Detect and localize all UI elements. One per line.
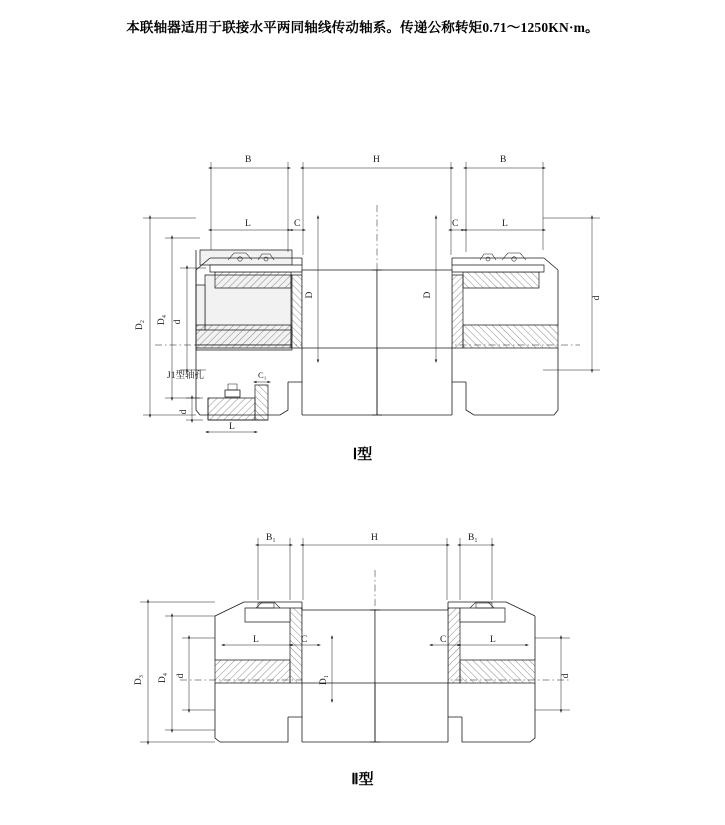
dim-L-left-2: L: [253, 635, 259, 645]
dim-D3: D₃: [134, 674, 144, 686]
dim-C1: C₁: [258, 370, 267, 380]
caption-type-2: Ⅱ型: [351, 772, 374, 788]
dim-D4: D₄: [157, 314, 167, 326]
figure-type-1: [0, 120, 725, 450]
dim-L-left: L: [245, 219, 251, 229]
dim-d-left-2: d: [176, 673, 186, 679]
dim-D4-2: D₄: [158, 672, 168, 684]
dim-D-left: D: [305, 291, 315, 299]
dim-d-right-2: d: [561, 673, 571, 679]
dim-H-2: H: [371, 533, 378, 543]
dim-C-right-2: C: [440, 635, 447, 645]
dim-B-left: B: [245, 155, 252, 165]
sub-detail-label: J1型轴孔: [167, 371, 204, 381]
dim-B1-left: B₁: [266, 533, 276, 543]
dim-D1: D₁: [319, 674, 329, 686]
dim-B1-right: B₁: [468, 533, 478, 543]
dim-D-right: D: [423, 291, 433, 299]
dim-L-right: L: [502, 219, 508, 229]
figure-type-2: [0, 520, 725, 790]
dim-C-left-2: C: [301, 635, 308, 645]
dim-D2: D₂: [135, 319, 145, 331]
dim-d-detail: d: [179, 409, 189, 415]
caption-type-1: Ⅰ型: [352, 447, 373, 463]
dim-d-left: d: [173, 319, 183, 325]
dim-C-left: C: [294, 219, 301, 229]
dim-L-right-2: L: [490, 635, 496, 645]
dim-L-detail: L: [229, 422, 235, 432]
intro-text: 本联轴器适用于联接水平两同轴线传动轴系。传递公称转矩0.71～1250KN·m。: [126, 20, 599, 35]
dim-H: H: [373, 155, 380, 165]
dim-B-right: B: [500, 155, 507, 165]
dim-C-right: C: [452, 219, 459, 229]
dim-d-right: d: [592, 295, 602, 301]
